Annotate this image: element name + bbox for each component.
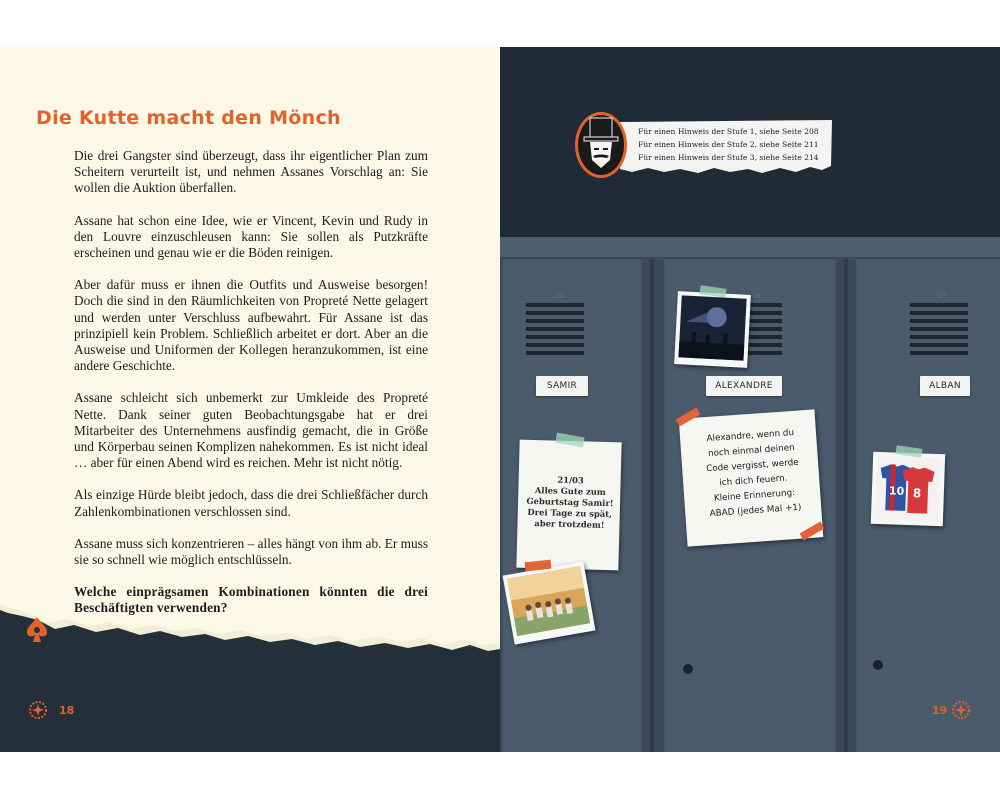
hint-line: Für einen Hinweis der Stufe 1, siehe Seite 208 [638, 127, 819, 136]
concert-image [674, 291, 751, 368]
note-line: noch einmal deinen [707, 443, 796, 460]
paragraph: Als einzige Hürde bleibt jedoch, dass die drei Schließfächer durch Zahlenkombinationen verschlossen sind. [74, 487, 428, 519]
concert-photo [674, 291, 751, 368]
svg-text:10: 10 [888, 484, 905, 498]
note-line: aber trotzdem! [534, 518, 605, 530]
page-number: 19 [932, 704, 948, 717]
jerseys-image [871, 452, 945, 526]
note-line: 21/03 [557, 474, 584, 486]
paragraph: Aber dafür muss er ihnen die Outfits und Ausweise besorgen! Doch die sind in den Räumlichkeiten von Propreté Nette gelagert und werden unter Verschluss aufbewahrt. Für Assane ist das prinzipiell kein Problem. Schließlich arbeitet er dort. Aber an die Ausweise und Uniformen der Kollegen heranzukommen, ist eine andere Geschichte. [74, 277, 428, 374]
riddle-question: Welche einprägsamen Kombinationen könnten die drei Beschäftigten verwenden? [74, 584, 428, 616]
jerseys-photo [871, 452, 945, 526]
paragraph: Assane muss sich konzentrieren – alles hängt von ihm ab. Er muss sie so schnell wie möglich entschlüsseln. [74, 535, 428, 568]
note-line: ich dich feuern. [719, 473, 788, 489]
compass-medal-icon [952, 701, 970, 719]
hint-line: Für einen Hinweis der Stufe 3, siehe Seite 214 [638, 153, 819, 162]
group-photo [503, 561, 596, 644]
group-image [503, 561, 596, 644]
locker-number: 28 [752, 292, 761, 300]
compass-medal-icon [29, 701, 47, 719]
note-line: Geburtstag Samir! [526, 495, 614, 509]
alexandre-note-text [685, 425, 821, 524]
note-line: Alexandre, wenn du [706, 428, 795, 445]
note-line: Code vergisst, werde [705, 457, 800, 475]
name-tag-samir: SAMIR [536, 376, 588, 396]
book-spread [0, 47, 1000, 752]
note-line: ABAD (jedes Mal +1) [709, 502, 802, 520]
name-tag-alexandre: ALEXANDRE [706, 376, 782, 396]
top-hat-gentleman-icon [574, 110, 628, 180]
paragraph: Die drei Gangster sind überzeugt, dass ihr eigentlicher Plan zum Scheitern verurteilt ist, und nehmen Assanes Vorschlag an: Sie wollen die Auktion überfallen. [74, 148, 428, 196]
spade-icon [26, 615, 48, 645]
locker-number: 27 [938, 292, 947, 300]
birthday-note-text [521, 474, 618, 531]
note-line: Drei Tage zu spät, [527, 506, 613, 520]
paragraph: Assane hat schon eine Idee, wie er Vincent, Kevin und Rudy in den Louvre einzuschleusen kann: Sie sollen als Putzkräfte erscheinen und genau wie er die Böden reinigen. [74, 212, 428, 261]
paragraph: Assane schleicht sich unbemerkt zur Umkleide des Propreté Nette. Dank seiner guten Beobachtungsgabe hat er drei Mitarbeiter des Unternehmens ausfindig gemacht, die in Größe und Körperbau seinen Komplizen nahekommen. Es ist nicht ideal … aber für einen Abend wird es reichen. Mehr ist nicht nötig. [74, 390, 428, 471]
chapter-title: Die Kutte macht den Mönch [36, 107, 341, 129]
locker-number: 29 [554, 292, 563, 300]
note-line: Alles Gute zum [534, 485, 606, 497]
svg-text:8: 8 [912, 486, 922, 501]
page-number: 18 [59, 704, 75, 717]
left-page [0, 47, 500, 752]
body-text [74, 148, 428, 633]
name-tag-alban: ALBAN [920, 376, 970, 396]
hint-line: Für einen Hinweis der Stufe 2, siehe Seite 211 [638, 140, 819, 149]
note-line: Kleine Erinnerung: [713, 488, 796, 504]
